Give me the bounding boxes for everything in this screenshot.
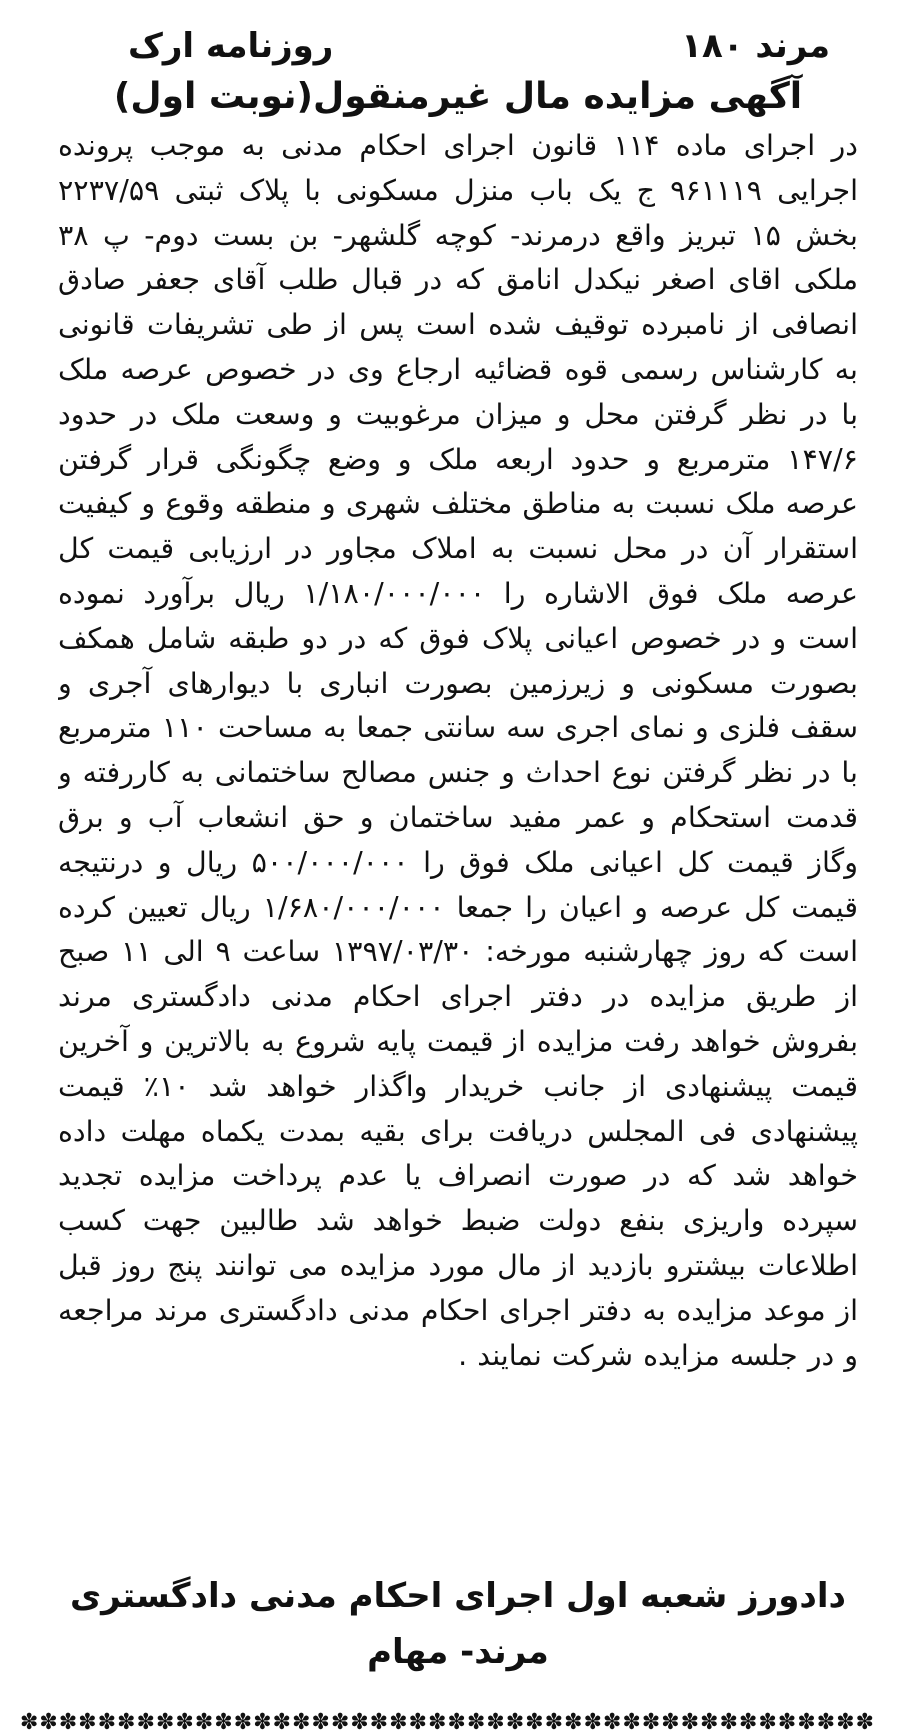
newspaper-name: روزنامه ارک: [128, 26, 334, 66]
signature-office: دادورز شعبه اول اجرای احکام مدنی دادگستری: [70, 1576, 846, 1616]
masthead: [58, 20, 858, 72]
city-issue-number: مرند ۱۸۰: [681, 26, 830, 66]
auction-notice: [58, 20, 858, 1680]
ornamental-border: ✽✽✽✽✽✽✽✽✽✽✽✽✽✽✽✽✽✽✽✽✽✽✽✽✽✽✽✽✽✽✽✽✽✽✽✽✽✽✽✽✽✽✽✽: [20, 1712, 876, 1734]
signature-block: [58, 1568, 858, 1680]
notice-body: در اجرای ماده ۱۱۴ قانون اجرای احکام مدنی به موجب پرونده اجرایی ۹۶۱۱۱۹ ج یک باب منزل مسکونی با پلاک ثبتی ۲۲۳۷/۵۹ بخش ۱۵ تبریز واقع درمرند- کوچه گلشهر- بن بست دوم- پ ۳۸ ملکی اقای اصغر نیکدل انامق که در قبال طلب آقای جعفر صادق انصافی از نامبرده توقیف شده است پس از طی تشریفات قانونی به کارشناس رسمی قوه قضائیه ارجاع وی در خصوص عرصه ملک با در نظر گرفتن محل و میزان مرغوبیت و وسعت ملک در حدود ۱۴۷/۶ مترمربع و حدود اربعه ملک و وضع چگونگی قرار گرفتن عرصه ملک نسبت به مناطق مختلف شهری و منطقه وقوع و کیفیت استقرار آن در محل نسبت به املاک مجاور در ارزیابی قیمت کل عرصه ملک فوق الاشاره را ۱/۱۸۰/۰۰۰/۰۰۰ ریال برآورد نموده است و در خصوص اعیانی پلاک فوق که در دو طبقه شامل همکف بصورت مسکونی و زیرزمین بصورت انباری با دیوارهای آجری و سقف فلزی و نمای اجری سه سانتی جمعا به مساحت ۱۱۰ مترمربع با در نظر گرفتن نوع احداث و جنس مصالح ساختمانی به کاررفته و قدمت استحکام و عمر مفید ساختمان و حق انشعاب آب و برق وگاز قیمت کل اعیانی ملک فوق را ۵۰۰/۰۰۰/۰۰۰ ریال و درنتیجه قیمت کل عرصه و اعیان را جمعا ۱/۶۸۰/۰۰۰/۰۰۰ ریال تعیین کرده است که روز چهارشنبه مورخه: ۱۳۹۷/۰۳/۳۰ ساعت ۹ الی ۱۱ صبح از طریق مزایده در دفتر اجرای احکام مدنی دادگستری مرند بفروش خواهد رفت مزایده از قیمت پایه شروع به بالاترین و آخرین قیمت پیشنهادی از جانب خریدار واگذار خواهد شد ۱۰٪ قیمت پیشنهادی فی المجلس دریافت برای بقیه بمدت یکماه مهلت داده خواهد شد که در صورت انصراف یا عدم پرداخت مزایده تجدید سپرده واریزی بنفع دولت ضبط خواهد شد طالبین جهت کسب اطلاعات بیشترو بازدید از مال مورد مزایده می توانند پنج روز قبل از موعد مزایده به دفتر اجرای احکام مدنی دادگستری مرند مراجعه و در جلسه مزایده شرکت نمایند .: [58, 129, 858, 1372]
notice-title: آگهی مزایده مال غیرمنقول(نوبت اول): [113, 76, 803, 117]
signature-location: مرند- مهام: [367, 1632, 549, 1672]
